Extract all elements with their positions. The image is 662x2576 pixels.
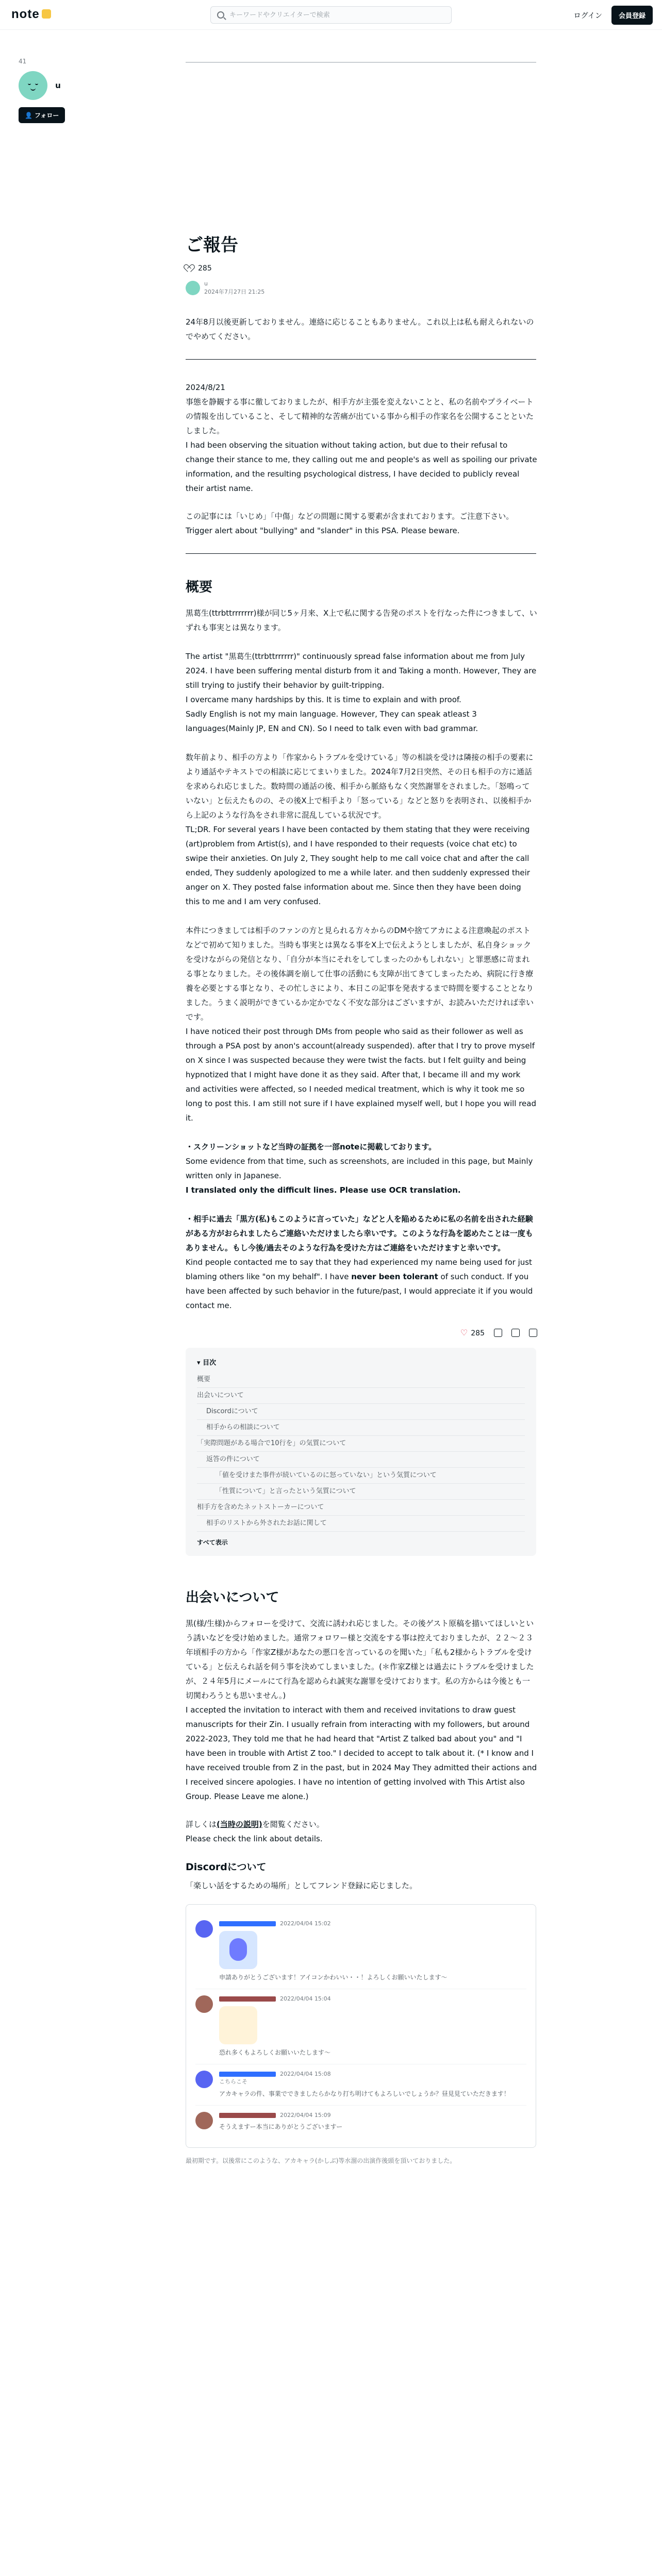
header-actions xyxy=(574,6,653,25)
author-name[interactable]: u xyxy=(204,280,208,287)
share-icon[interactable] xyxy=(511,1329,520,1337)
summary-text-1: 黒葛生(ttrbttrrrrrrr)様が同じ5ヶ月来、X上で私に関する告発のポストを行なった件につきまして、いずれも事実とは異なります。 xyxy=(186,608,537,632)
divider xyxy=(186,62,536,63)
update-date: 2024/8/21 xyxy=(186,383,225,392)
heart-icon xyxy=(186,264,194,273)
signup-button[interactable]: 会員登録 xyxy=(611,6,653,25)
section-heading-discord: Discordについて xyxy=(186,1861,267,1873)
message-text: 申請ありがとうございます！アイコンかわいい・・！よろしくお願いいたします〜 xyxy=(219,1974,448,1981)
login-link[interactable]: ログイン xyxy=(573,11,602,20)
person-plus-icon: 👤 xyxy=(25,111,32,119)
toc-item[interactable]: 相手方を含めたネットストーカーについて xyxy=(197,1500,525,1516)
like-summary[interactable] xyxy=(186,264,537,273)
meeting-text-en: I accepted the invitation to interact with them and received invitations to draw guest manuscripts for their Zin. I usually refrain from interacting with my followers, but around 2022-2023, They told me that he had heard that "Artist Z talked bad about you" and "I have been in trouble with Artist Z too." I decided to accept to talk about it. (* I know and I have received trouble from Z in the past, but in 2024 May They admitted their actions and I received sincere apologies. I have no intention of getting involved with This Artist also Group. Please Leave me alone.) xyxy=(186,1705,537,1801)
evidence-note-en-bold: I translated only the difficult lines. Please use OCR translation. xyxy=(186,1185,461,1195)
cake-sticker-icon xyxy=(219,2006,257,2044)
divider xyxy=(186,359,536,360)
avatar xyxy=(195,2071,213,2088)
message-time: 2022/04/04 15:09 xyxy=(280,2112,331,2119)
toc-item[interactable]: 「性質について」と言ったという気質について xyxy=(197,1484,525,1500)
list-item xyxy=(195,1914,526,1989)
reply-quote: こちらこそ xyxy=(219,2078,247,2085)
divider xyxy=(186,553,536,554)
list-item xyxy=(195,2106,526,2138)
summary-text-2: 数年前より、相手の方より「作家からトラブルを受けている」等の相談を受けは隣接の相手の要素により通話やテキストでの相談に応じてまいりました。2024年7月2日突然、その日も相手の方に通話を求められ応じました。数時間の通話の後、相手から脈絡もなく突然謝罪をされました。「怒鳴っていない」と伝えたものの、その後X上で相手より「怒っている」などと怒りを表明され、以後相手から上記のような行為をされ非常に混乱している状況です。 xyxy=(186,753,534,820)
avatar xyxy=(195,2112,213,2129)
summary-en-1: The artist "黒葛生(ttrbttrrrrrr)" continuously spread false information about me from July 2024. I have been suffering mental disturb from it and Taking a month. However, They are still trying to justify their behavior by guilt-tripping. xyxy=(186,652,537,690)
creator-name[interactable]: u xyxy=(55,81,61,90)
contact-request-jp: ・相手に過去「黒方(私)もこのように言っていた」などと人を陥めるために私の名前を出された経験がある方がおられましたらご連絡いただけましたら幸いです。このような行為を認めたことは一度もありません。もし今後/過去そのような行為を受けた方はご連絡をいただけますと幸いです。 xyxy=(186,1214,533,1252)
trigger-warning-en: Trigger alert about "bullying" and "slander" in this PSA. Please beware. xyxy=(186,526,460,535)
publish-date: 2024年7月27日 21:25 xyxy=(204,289,265,295)
search-box[interactable] xyxy=(210,6,452,24)
evidence-note-en: Some evidence from that time, such as screenshots, are included in this page, but Mainly written only in Japanese. xyxy=(186,1157,533,1180)
heart-icon: ♡ xyxy=(460,1327,468,1337)
details-link-line: 詳しくは(当時の説明)を閲覧ください。 xyxy=(186,1820,324,1829)
article xyxy=(186,58,537,2166)
logo-emoji-icon xyxy=(42,9,51,19)
search-icon xyxy=(217,11,224,19)
details-link-en: Please check the link about details. xyxy=(186,1834,323,1843)
follow-label: フォロー xyxy=(34,112,59,119)
section-heading-summary: 概要 xyxy=(186,580,213,595)
avatar-face-icon xyxy=(23,75,43,96)
creator-id: 41 xyxy=(19,58,27,65)
avatar xyxy=(195,1920,213,1938)
article-actions xyxy=(186,1325,537,1341)
toc-item[interactable]: 出会いについて xyxy=(197,1388,525,1404)
search-input[interactable] xyxy=(229,11,446,19)
comment-icon[interactable] xyxy=(494,1329,502,1337)
author-row xyxy=(186,280,537,296)
redacted-name xyxy=(219,2072,276,2077)
evidence-note-jp: ・スクリーンショットなど当時の証拠を一部noteに掲載しております。 xyxy=(186,1142,437,1151)
more-icon[interactable] xyxy=(529,1329,537,1337)
message-time: 2022/04/04 15:02 xyxy=(280,1920,331,1927)
like-count: 285 xyxy=(198,264,212,273)
meeting-text-jp: 黒(様/生様)からフォローを受けて、交流に誘われ応じました。その後ゲスト原稿を描いてほしいという誘いなどを受け始めました。通常フォロワー様と交流をする事は控えておりましたが、２２〜２３年頃相手の方から「作家Z様があなたの悪口を言っているのを聞いた」「私も2様からトラブルを受けている」と伝えられ話を伺う事を決めてしまいました。(＊作家Z様とは過去にトラブルを受けましたが、２４年5月にメールにて行為を認められ誠実な謝罪を受けております。私の方からは今後とも一切関わろうとも思いません。) xyxy=(186,1619,534,1700)
blue-robot-sticker-icon xyxy=(219,1931,257,1969)
update-text-en: I had been observing the situation without taking action, but due to their refusal to change their stance to me, they calling out me and people's as well as spoiling our private information, and the resulting psychological distress, I have decided to publicly reveal their artist name. xyxy=(186,440,537,493)
toc-item[interactable]: 「値を受けまた事件が続いているのに怒っていない」という気質について xyxy=(197,1468,525,1484)
message-text: アカキャラの件、事業でできましたらかなり打ち明けてもよろしいでしょうか？昼見見ていただきます！ xyxy=(219,2090,510,2097)
toc-item[interactable]: 相手からの相談について xyxy=(197,1420,525,1436)
toc-show-all[interactable]: すべて表示 xyxy=(197,1539,228,1546)
avatar xyxy=(195,1995,213,2013)
trigger-warning-jp: この記事には「いじめ」「中傷」などの問題に関する要素が含まれております。ご注意下さい。 xyxy=(186,512,514,521)
redacted-name xyxy=(219,1921,276,1926)
discord-screenshot xyxy=(186,1904,536,2148)
discord-text: 「楽しい話をするための場所」としてフレンド登録に応じました。 xyxy=(186,1881,418,1890)
summary-en-4: TL;DR. For several years I have been contacted by them stating that they were receiving (art)problem from Artist(s), and I have responded to their requests (voice chat etc) to swipe their anxieties. On July 2, They sought help to me call voice chat and after the call ended, They suddenly apologized to me a while later. and then suddenly expressed their anger on X. They posted false information about me. Since then they have been doing this to me and I am very confused. xyxy=(186,825,530,906)
list-item xyxy=(195,2064,526,2106)
redacted-name xyxy=(219,2113,276,2118)
creator-profile xyxy=(19,58,122,123)
note-logo[interactable]: note xyxy=(11,7,51,22)
toc-item[interactable]: 返答の件について xyxy=(197,1452,525,1468)
summary-en-2: I overcame many hardships by this. It is time to explain and with proof. xyxy=(186,695,461,704)
list-item xyxy=(195,1989,526,2064)
redacted-name xyxy=(219,1996,276,2002)
article-title: ご報告 xyxy=(186,235,238,256)
intro-text: 24年8月以後更新しておりません。連絡に応じることもありません。これ以上は私も耐えられないのでやめてください。 xyxy=(186,317,534,341)
message-text: 恐れ多くもよろしくお願いいたします〜 xyxy=(219,2049,331,2056)
toc-item[interactable]: Discordについて xyxy=(197,1404,525,1420)
summary-en-5: I have noticed their post through DMs from people who said as their follower as well as through a PSA post by anon's account(already suspended). after that I try to prove myself on X since I was suspected because they were twist the facts. but I felt guilty and being hypnotized that I might have done it as they said. After that, I became ill and my work and activities were affected, so I needed medical treatment, which is why it took me so long to post this. I am still not sure if I have explained myself well, but I hope you will read it. xyxy=(186,1027,536,1123)
message-time: 2022/04/04 15:04 xyxy=(280,1995,331,2002)
message-time: 2022/04/04 15:08 xyxy=(280,2071,331,2077)
update-text-jp: 事態を静観する事に徹しておりましたが、相手方が主張を変えないことと、私の名前やプライベートの情報を出していること、そして精神的な苦痛が出ている事から相手の作家名を公開することといたしました。 xyxy=(186,397,534,435)
follow-button[interactable] xyxy=(19,107,65,123)
toc-heading: ▾ 目次 xyxy=(197,1359,217,1367)
toc-item[interactable]: 相手のリストから外されたお話に関して xyxy=(197,1516,525,1532)
toc-item[interactable]: 概要 xyxy=(197,1372,525,1388)
details-link[interactable]: (当時の説明) xyxy=(217,1820,262,1829)
section-heading-meeting: 出会いについて xyxy=(186,1590,279,1605)
message-text: そうえますー本当にありがとうございますー xyxy=(219,2123,343,2130)
contact-request-en: Kind people contacted me to say that they had experienced my name being used for just blaming others like "on my behalf". I have never been tolerant of such conduct. If you have been affected by such behavior in the future/past, I would appreciate it if you would contact me. xyxy=(186,1258,533,1310)
avatar[interactable] xyxy=(19,71,47,100)
top-header xyxy=(0,0,662,30)
author-avatar[interactable] xyxy=(186,281,200,295)
image-caption: 最初期です。以後常にこのような、アカキャラ(かしぶ)等水溜の出演作後頭を頂いておりました。 xyxy=(186,2157,456,2164)
summary-en-3: Sadly English is not my main language. However, They can speak atleast 3 languages(Mainly JP, EN and CN). So I need to talk even with bad grammar. xyxy=(186,709,478,733)
summary-text-3: 本件につきましては相手のファンの方と見られる方々からのDMや捨てアカによる注意喚起のポストなどで初めて知りました。当時も事実とは異なる事をX上で伝えようとしましたが、私自身ショックを受けながらの発信となり、「自分が本当にそれをしてしまったのかもしれない」と罪悪感に苛まれる事となりました。その後体調を崩して仕事の活動にも支障が出てきてしまったため、病院に行き療養を必要とする事となり、その忙しさにより、本日この記事を発表するまで時間を要することとなりました。うまく説明ができているか定かでなく不安な部分はございますが、お読みいただければ幸いです。 xyxy=(186,926,534,1022)
table-of-contents xyxy=(186,1348,536,1556)
like-button[interactable]: ♡ 285 xyxy=(460,1327,485,1337)
toc-item[interactable]: 「実際問題がある場合で10行を」の気質について xyxy=(197,1436,525,1452)
